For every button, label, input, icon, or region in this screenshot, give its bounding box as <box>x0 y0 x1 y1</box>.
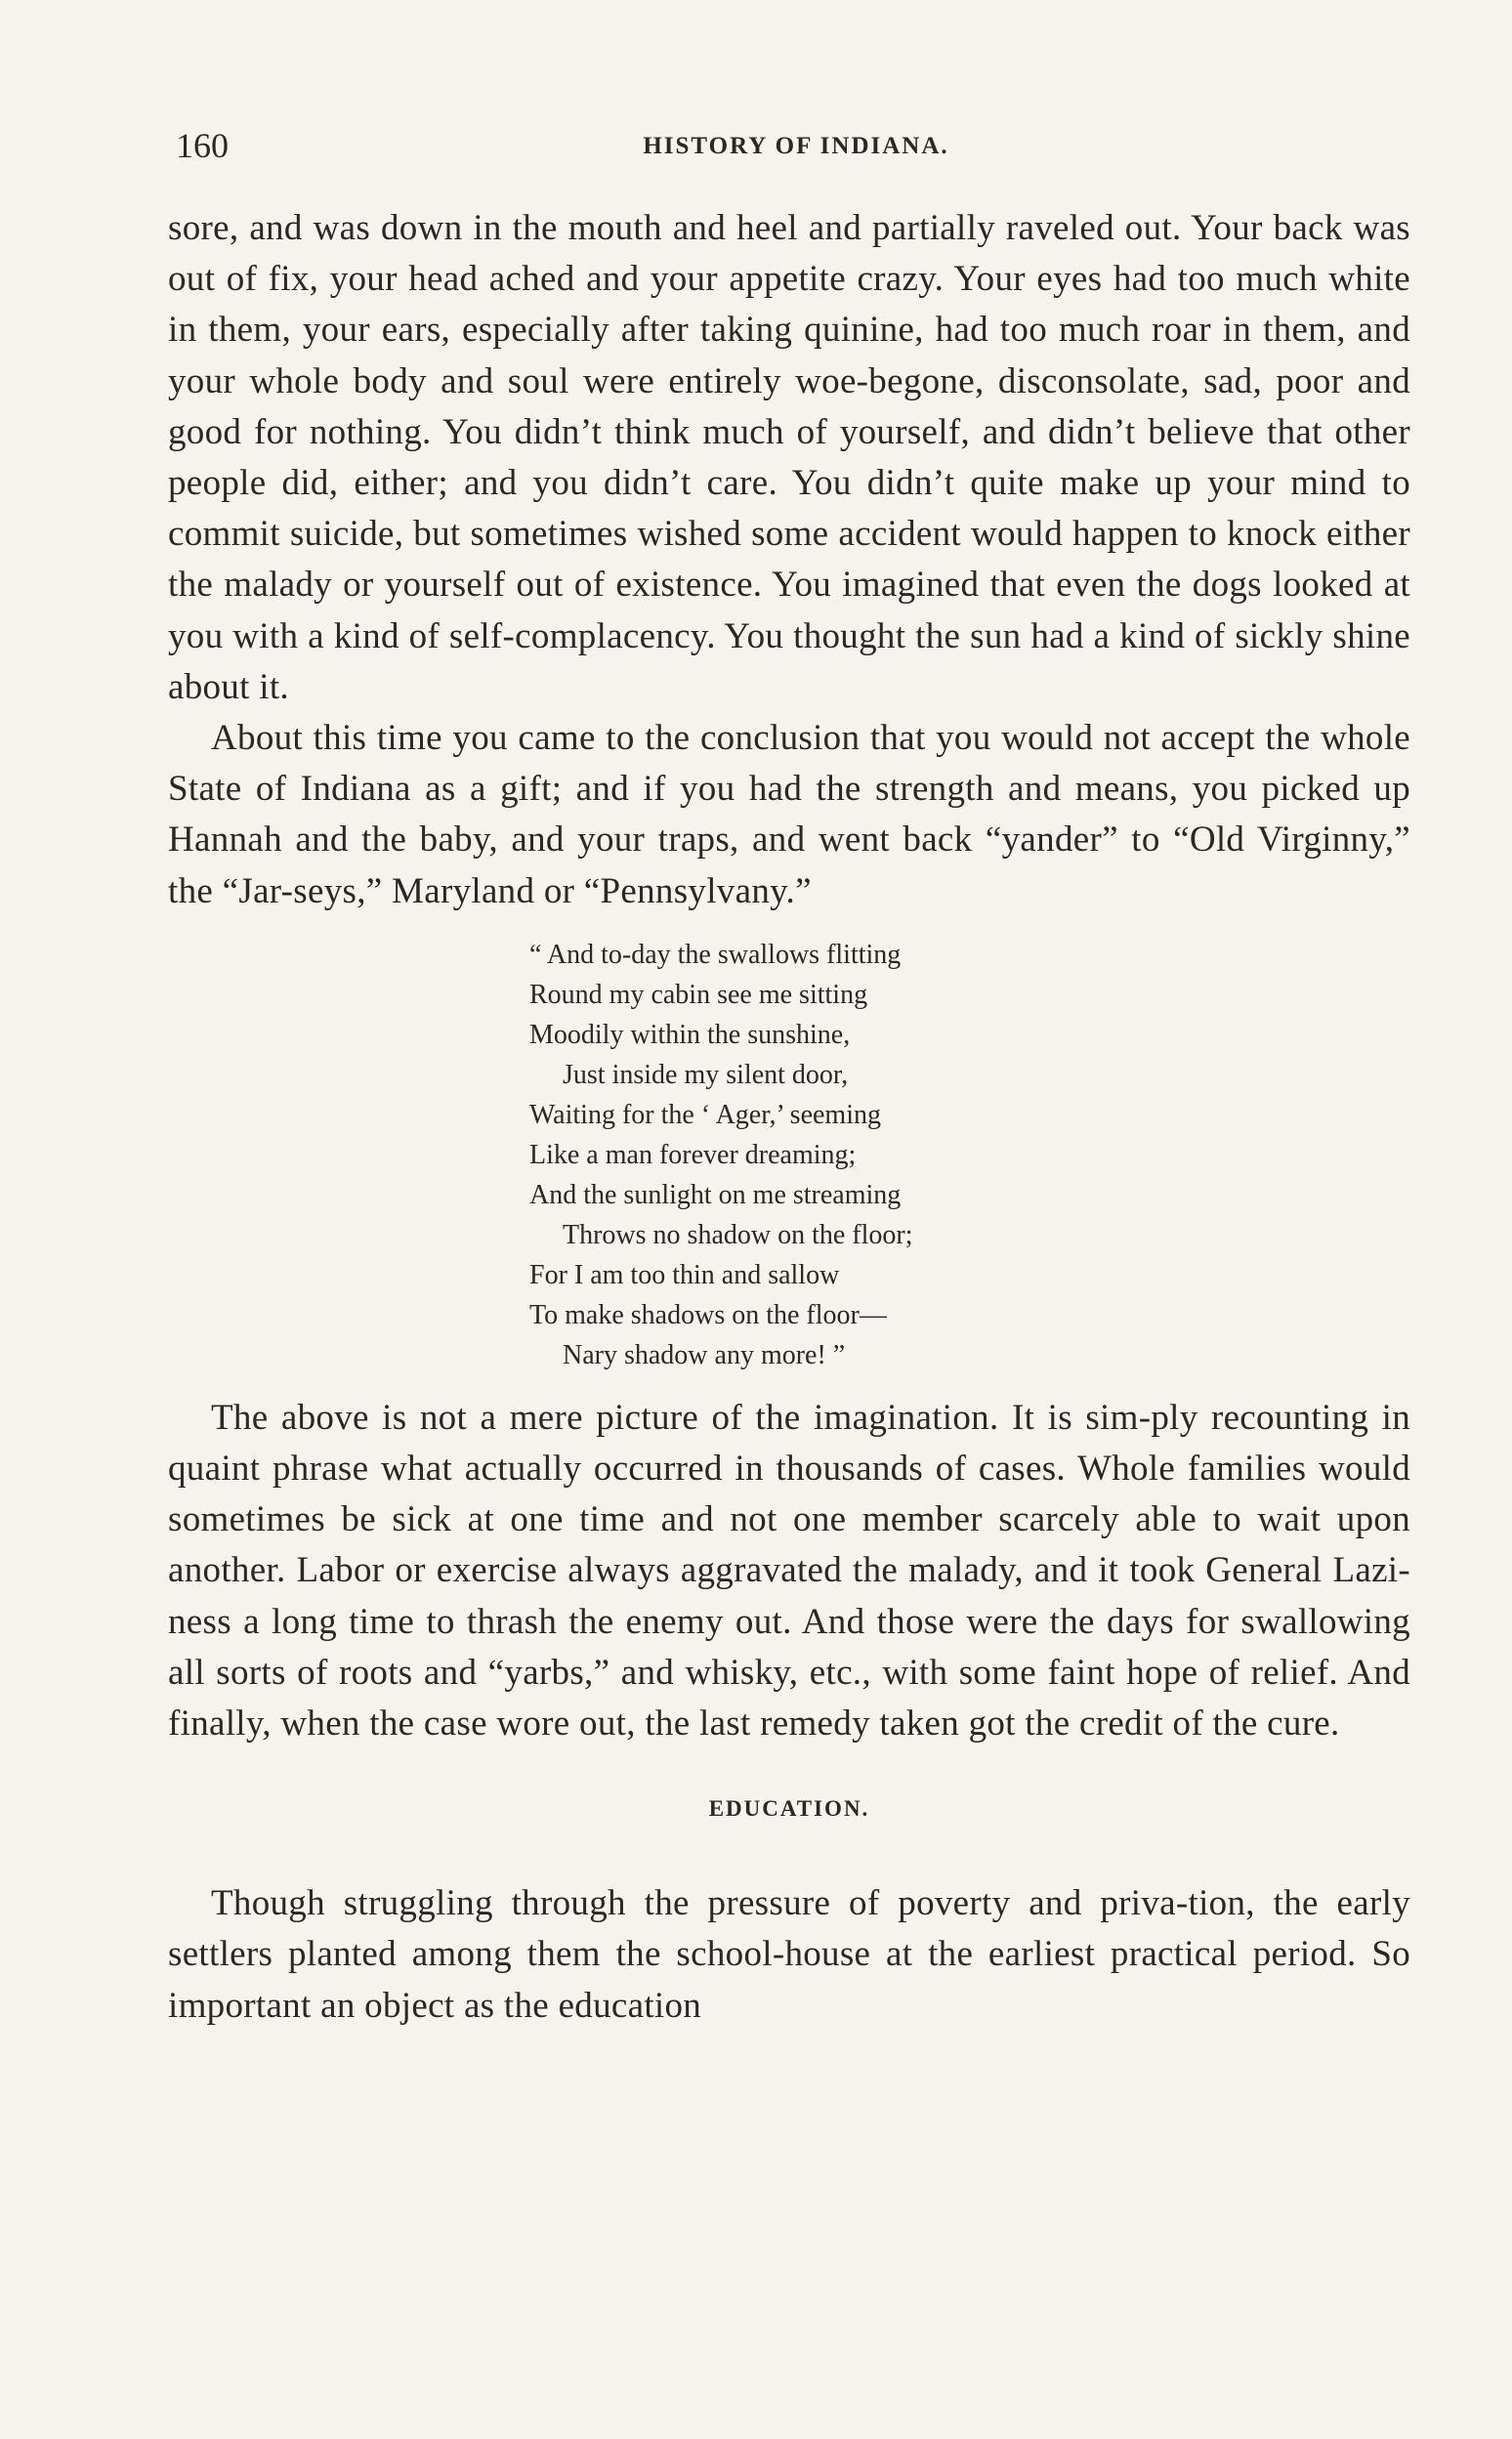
poem-block <box>529 935 1410 1375</box>
poem-line: Just inside my silent door, <box>563 1059 849 1090</box>
paragraph-continued: sore, and was down in the mouth and heel and partially raveled out. Your back was out of fix, your head ached and your appetite crazy. Your eyes had too much white in them, your ears, especially after taking quinine, had too much roar in them, and your whole body and soul were entirely woe-begone, disconsolate, sad, poor and good for nothing. You didn’t think much of yourself, and didn’t believe that other people did, either; and you didn’t care. You didn’t quite make up your mind to commit suicide, but sometimes wished some accident would happen to knock either the malady or yourself out of existence. You imagined that even the dogs looked at you with a kind of self-complacency. You thought the sun had a kind of sickly shine about it. <box>168 208 1410 707</box>
page-body <box>168 203 1410 2032</box>
running-head: HISTORY OF INDIANA. <box>643 133 949 159</box>
poem-line: Round my cabin see me sitting <box>529 979 868 1010</box>
paragraph: The above is not a mere picture of the imagination. It is sim-ply recounting in quaint phrase what actually occurred in thousands of cases. Whole families would sometimes be sick at one time and not one member scarcely able to wait upon another. Labor or exercise always aggravated the malady, and it took General Lazi-ness a long time to thrash the enemy out. And those were the days for swallowing all sorts of roots and “yarbs,” and whisky, etc., with some faint hope of relief. And finally, when the case wore out, the last remedy taken got the credit of the cure. <box>168 1397 1410 1745</box>
paragraph: About this time you came to the conclusion that you would not accept the whole State of Indiana as a gift; and if you had the strength and means, you picked up Hannah and the baby, and your traps, and went back “yander” to “Old Virginny,” the “Jar-seys,” Maryland or “Pennsylvany.” <box>168 718 1410 911</box>
poem-line: Waiting for the ‘ Ager,’ seeming <box>529 1099 881 1130</box>
poem-line: Moodily within the sunshine, <box>529 1019 851 1050</box>
poem-line: “ And to-day the swallows flitting <box>529 939 902 970</box>
poem-line: For I am too thin and sallow <box>529 1259 840 1290</box>
poem-line: To make shadows on the floor— <box>529 1299 887 1330</box>
page-header <box>176 125 1416 174</box>
page-number: 160 <box>176 126 229 165</box>
poem-line: Like a man forever dreaming; <box>529 1139 857 1170</box>
poem-line: Nary shadow any more! ” <box>563 1339 846 1370</box>
poem-line: And the sunlight on me streaming <box>529 1179 902 1210</box>
poem-line: Throws no shadow on the floor; <box>563 1219 913 1250</box>
paragraph: Though struggling through the pressure of poverty and priva-tion, the early settlers planted among them the school-house at the earliest practical period. So important an object as the education <box>168 1883 1410 2026</box>
section-heading: EDUCATION. <box>708 1796 870 1822</box>
